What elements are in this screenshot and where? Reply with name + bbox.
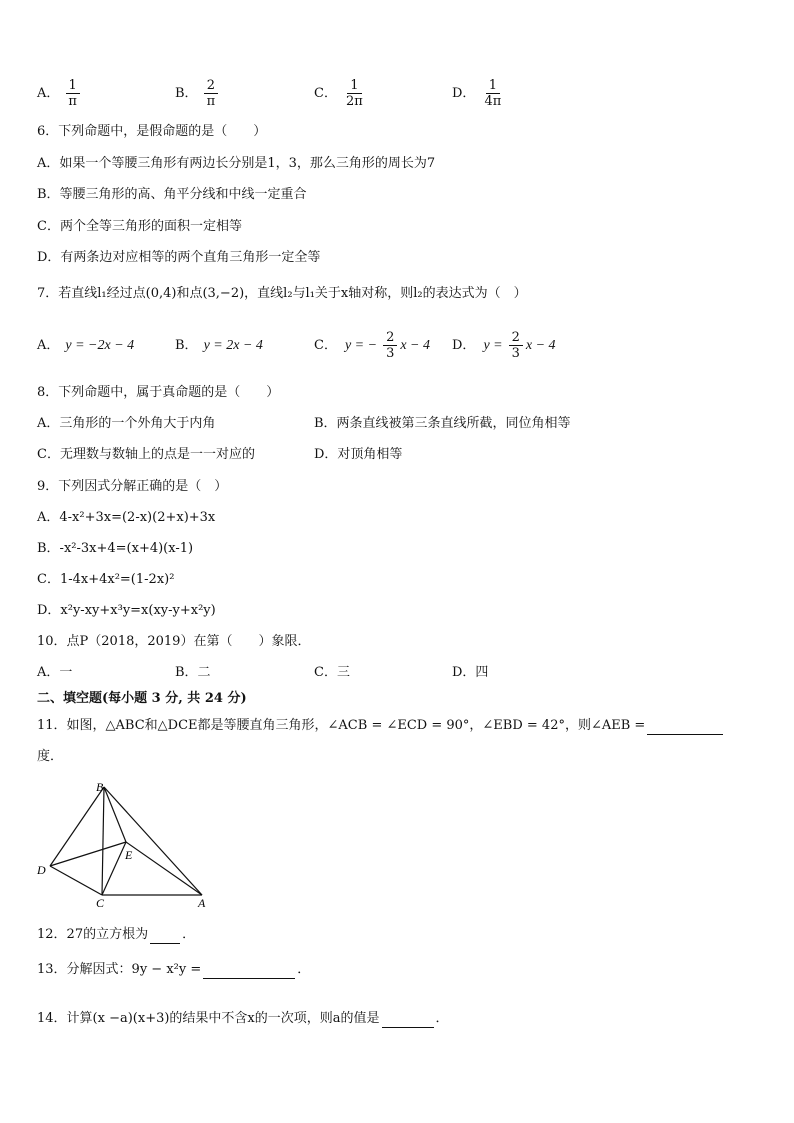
q13-end: ．	[297, 962, 311, 977]
option-label: A．	[37, 85, 60, 101]
numerator: 1	[347, 78, 361, 94]
q9-stem: 9．下列因式分解正确的是（ ）	[37, 479, 228, 494]
q8-option-d: D．对顶角相等	[314, 447, 403, 462]
answer-blank[interactable]	[203, 964, 295, 979]
q11-tail: 度．	[37, 749, 64, 764]
equation-prefix: y = −	[344, 337, 378, 353]
q10-stem: 10．点P（2018，2019）在第（ ）象限．	[37, 634, 311, 649]
denominator: 3	[386, 346, 395, 361]
q8-stem: 8．下列命题中，属于真命题的是（ ）	[37, 385, 280, 400]
q9-option-a: A．4-x²+3x=(2-x)(2+x)+3x	[37, 510, 216, 525]
q14-stem: 14．计算(x −a)(x+3)的结果中不含x的一次项，则a的值是	[37, 1011, 380, 1026]
q5-option-c	[314, 78, 366, 109]
q6-option-c: C．两个全等三角形的面积一定相等	[37, 219, 242, 234]
q10-option-a: A．一	[37, 665, 73, 680]
q10-option-d: D．四	[452, 665, 489, 680]
fraction	[343, 78, 366, 109]
q9-option-c: C．1-4x+4x²=(1-2x)²	[37, 572, 175, 587]
q13-stem: 13．分解因式：9y − x²y =	[37, 962, 202, 977]
segment-BD	[50, 787, 104, 866]
segment-BA	[104, 787, 202, 895]
fraction	[509, 330, 523, 361]
denominator: 2π	[345, 94, 363, 109]
q6-option-d: D．有两条边对应相等的两个直角三角形一定全等	[37, 250, 321, 265]
q12	[37, 926, 195, 944]
denominator: 3	[511, 346, 520, 361]
option-label: D．	[452, 85, 476, 101]
section-title: 二、填空题(每小题 3 分, 共 24 分)	[37, 691, 247, 706]
segment-BE	[104, 787, 126, 842]
q7-option-d	[452, 330, 556, 361]
numerator: 1	[66, 78, 80, 94]
equation-prefix: y =	[483, 337, 503, 353]
numerator: 2	[509, 330, 523, 346]
option-label: C．	[314, 337, 337, 353]
q7-stem: 7．若直线l₁经过点(0,4)和点(3,−2)，直线l₂与l₁关于x轴对称，则l₂的表达式为（ ）	[37, 286, 527, 301]
segment-CE	[102, 842, 126, 895]
q12-end: ．	[182, 927, 196, 942]
q8-option-a: A．三角形的一个外角大于内角	[37, 416, 216, 431]
option-label: B．	[175, 338, 198, 353]
equation-suffix: x − 4	[400, 337, 431, 353]
denominator: π	[68, 94, 77, 109]
q11-stem	[37, 717, 725, 735]
equation: y = −2x − 4	[65, 338, 135, 353]
option-label: D．	[452, 337, 476, 353]
label-B: B	[96, 780, 104, 794]
q11-figure	[36, 780, 216, 910]
q10-option-c: C．三	[314, 665, 350, 680]
option-label: B．	[175, 85, 198, 101]
q5-option-d	[452, 78, 504, 109]
q13	[37, 961, 310, 979]
q9-option-b: B．-x²-3x+4=(x+4)(x-1)	[37, 541, 194, 556]
q7-option-c	[314, 330, 430, 361]
q6-option-b: B．等腰三角形的高、角平分线和中线一定重合	[37, 187, 307, 202]
segment-BC	[102, 787, 104, 895]
label-A: A	[198, 896, 206, 910]
option-label: C．	[314, 85, 337, 101]
answer-blank[interactable]	[382, 1013, 434, 1028]
denominator: 4π	[484, 94, 502, 109]
q5-option-b	[175, 78, 218, 109]
numerator: 1	[486, 78, 500, 94]
fraction	[383, 330, 397, 361]
fraction	[481, 78, 504, 109]
q10-option-b: B．二	[175, 665, 211, 680]
denominator: π	[206, 94, 216, 109]
answer-blank[interactable]	[647, 720, 723, 735]
segment-DC	[50, 866, 102, 895]
fraction	[204, 78, 219, 109]
equation-suffix: x − 4	[525, 337, 556, 353]
label-C: C	[96, 896, 105, 910]
option-label: A．	[37, 338, 60, 353]
q8-option-c: C．无理数与数轴上的点是一一对应的	[37, 447, 255, 462]
q14	[37, 1010, 449, 1028]
segment-EA	[126, 842, 202, 895]
numerator: 2	[383, 330, 397, 346]
label-E: E	[125, 848, 133, 862]
q7-option-b	[175, 337, 263, 355]
numerator: 2	[204, 78, 218, 94]
q6-stem: 6．下列命题中，是假命题的是（ ）	[37, 124, 267, 139]
segment-DE	[50, 842, 126, 866]
q14-end: ．	[435, 1011, 449, 1026]
label-D: D	[37, 863, 46, 877]
q9-option-d: D．x²y-xy+x³y=x(xy-y+x²y)	[37, 603, 216, 618]
fraction	[65, 78, 80, 109]
q11-stem-text: 11．如图，△ABC和△DCE都是等腰直角三角形，∠ACB = ∠ECD = 90°，∠EBD = 42°，则∠AEB =	[37, 718, 646, 733]
q8-option-b: B．两条直线被第三条直线所截，同位角相等	[314, 416, 571, 431]
q5-option-a	[37, 78, 80, 109]
equation: y = 2x − 4	[203, 338, 263, 353]
q7-option-a	[37, 337, 134, 355]
answer-blank[interactable]	[150, 929, 180, 944]
q6-option-a: A．如果一个等腰三角形有两边长分别是1，3，那么三角形的周长为7	[37, 156, 436, 171]
q12-stem: 12．27的立方根为	[37, 927, 149, 942]
